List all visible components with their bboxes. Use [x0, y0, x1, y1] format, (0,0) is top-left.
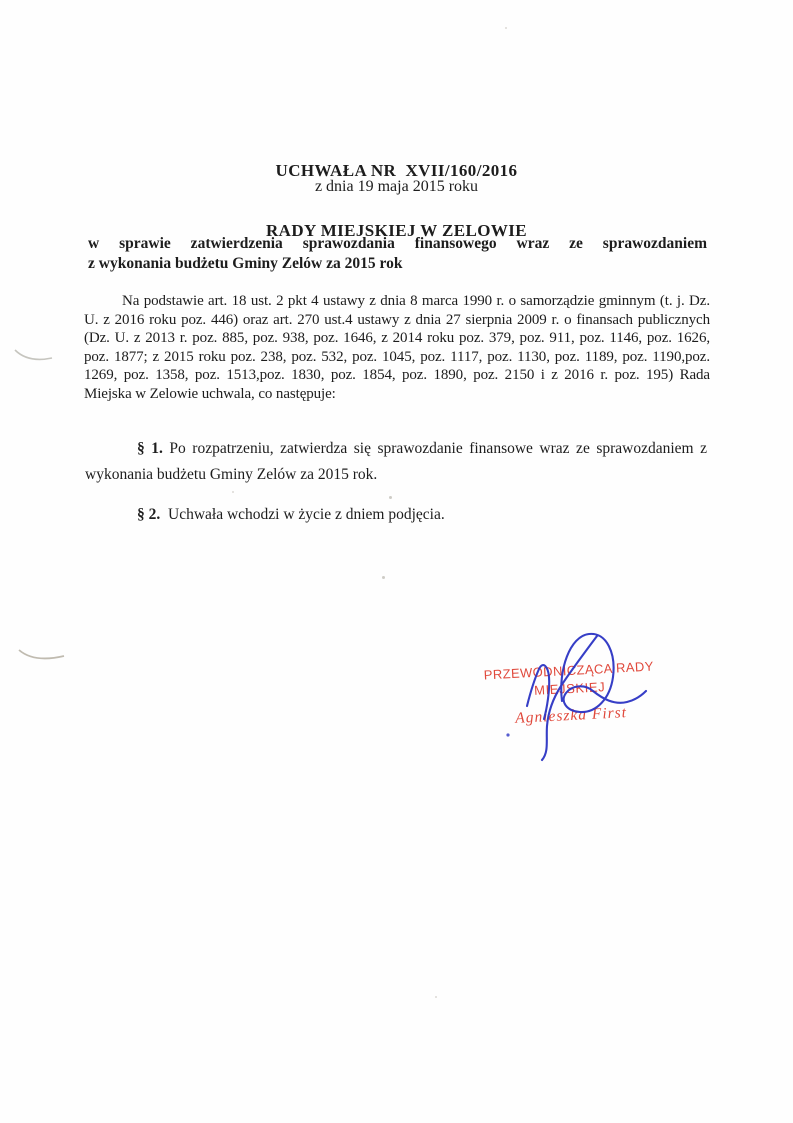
scan-speck: [435, 996, 437, 998]
ink-dot: [506, 733, 509, 736]
section-2-text: Uchwała wchodzi w życie z dniem podjęcia.: [168, 506, 445, 523]
stamp-title-line-1: PRZEWODNICZĄCA RADY: [483, 658, 655, 683]
scan-speck: [505, 27, 507, 29]
council-name: RADY MIEJSKIEJ W ZELOWIE: [265, 221, 528, 240]
subject-line-2: z wykonania budżetu Gminy Zelów za 2015 rok: [88, 255, 403, 272]
signature-scribble: [498, 612, 668, 772]
section-1-text: Po rozpatrzeniu, zatwierdza się sprawozdanie finansowe wraz ze sprawozdaniem z wykonania budżetu Gminy Zelów za 2015 rok.: [85, 440, 707, 483]
stamp-signer-name: Agnieszka First: [514, 704, 628, 727]
subject-line-1: w sprawie zatwierdzenia sprawozdania finansowego wraz ze sprawozdaniem: [88, 235, 707, 252]
section-1-label: § 1.: [137, 440, 163, 457]
scan-speck: [232, 491, 234, 493]
date-line: z dnia 19 maja 2015 roku: [314, 178, 479, 195]
scan-speck: [389, 496, 392, 499]
scan-smudge-left-lower: [14, 642, 72, 668]
section-2-label: § 2.: [137, 506, 161, 523]
legal-preamble: Na podstawie art. 18 ust. 2 pkt 4 ustawy z dnia 8 marca 1990 r. o samorządzie gminnym (t. j. Dz. U. z 2016 roku poz. 446) oraz art. 270 ust.4 ustawy z dnia 27 sierpnia 2009 r. o finansach publicznych (Dz. U. z 2013 r. poz. 885, poz. 938, poz. 1646, z 2014 roku poz. 379, poz. 911, poz. 1146, poz. 1626, poz. 1877; z 2015 roku poz. 238, poz. 532, poz. 1045, poz. 1117, poz. 1130, poz. 1189, poz. 1190,poz. 1269, poz. 1358, poz. 1513,poz. 1830, poz. 1854, poz. 1890, poz. 2150 i z 2016 r. poz. 195) Rada Miejska w Zelowie uchwala, co następuje:: [84, 293, 710, 402]
stamp-title-line-2: MIEJSKIEJ: [533, 679, 606, 698]
subject-block: [88, 234, 707, 274]
scan-smudge-left-upper: [10, 342, 58, 368]
resolution-number: UCHWAŁA NR XVII/160/2016: [275, 161, 518, 180]
section-2: [85, 504, 707, 526]
scan-speck: [382, 576, 385, 579]
section-1: [85, 436, 707, 488]
